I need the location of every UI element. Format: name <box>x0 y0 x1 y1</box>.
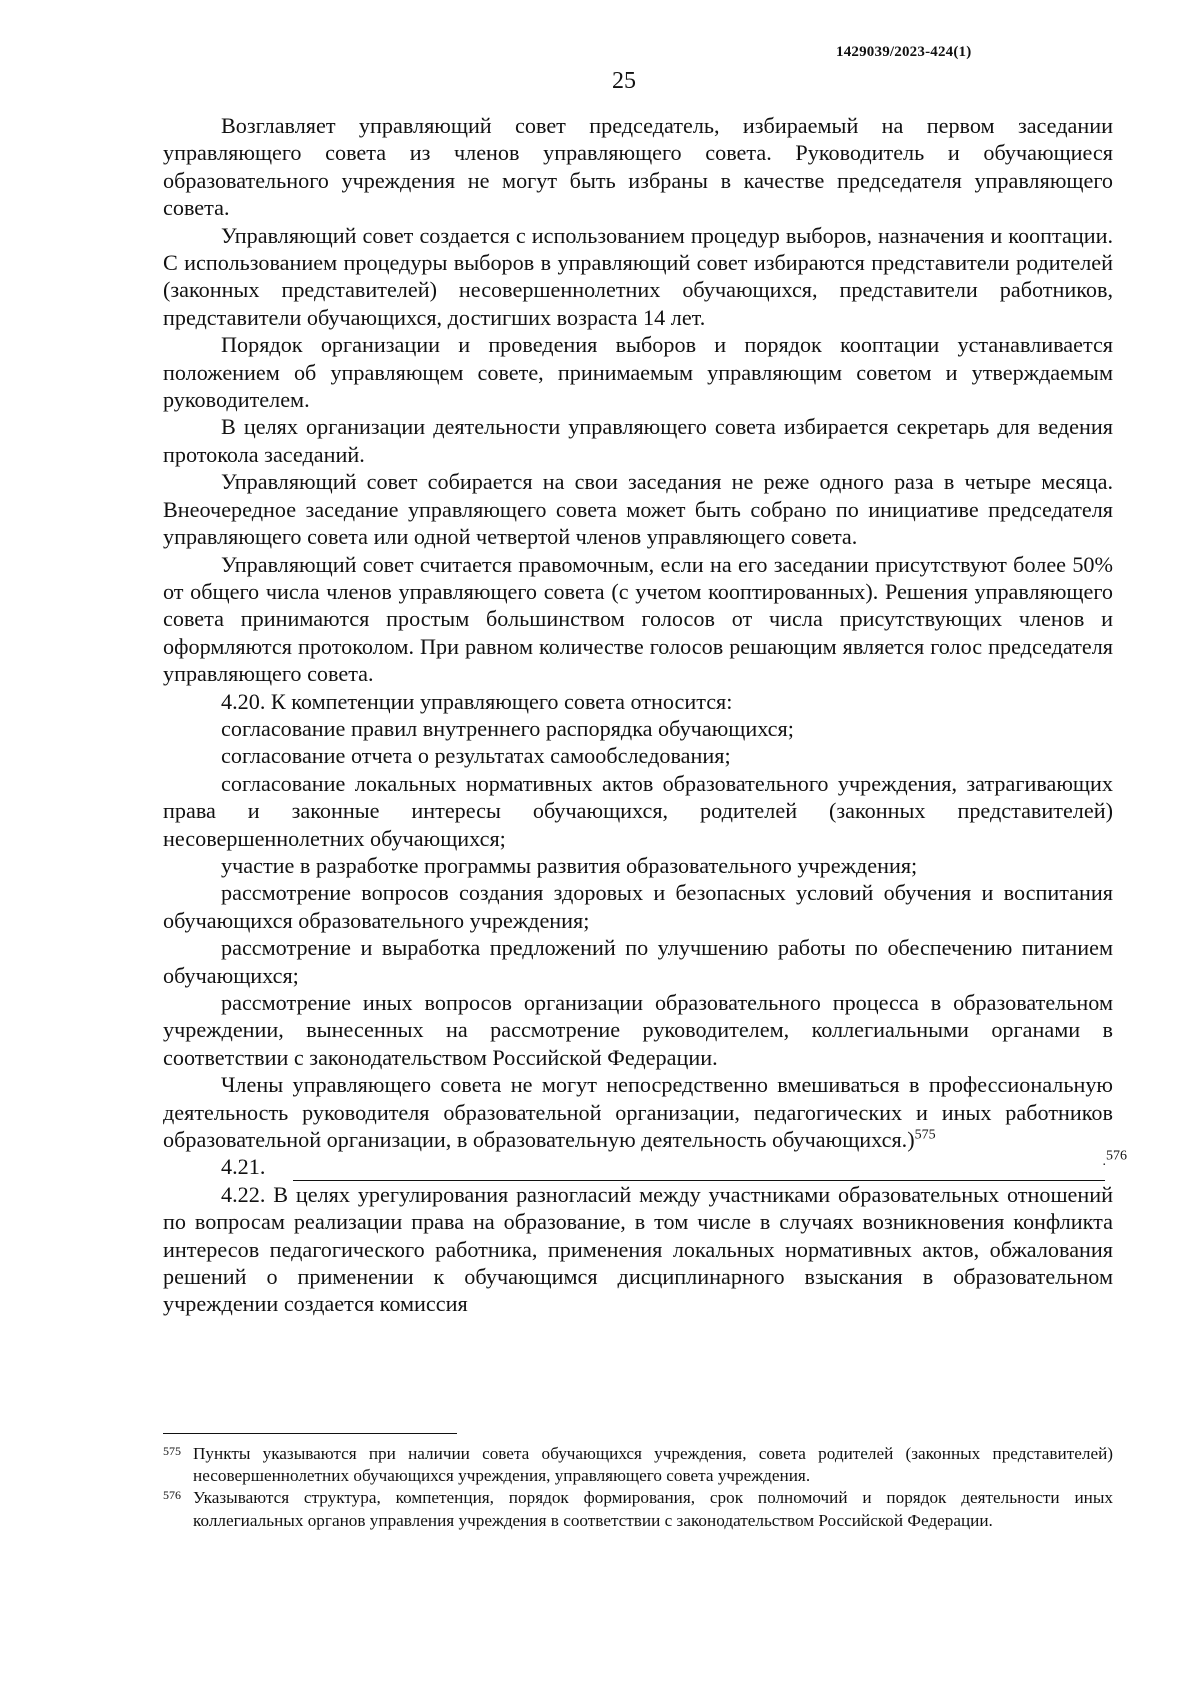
competence-item: участие в разработке программы развития образовательного учреждения; <box>221 852 918 878</box>
paragraph: Возглавляет управляющий совет председатель, избираемый на первом заседании управляющего совета из членов управляющего совета. Руководитель и обучающиеся образовательного учреждения не могут быть избраны в качестве председателя управляющего совета. <box>163 113 1113 221</box>
paragraph-with-footnote <box>163 1071 1113 1153</box>
document-number: 1429039/2023-424(1) <box>836 44 972 60</box>
competence-item: рассмотрение иных вопросов организации образовательного процесса в образовательном учреждении, вынесенных на рассмотрение руководителем, коллегиальными органами в соответствии с законодательством Российской Федерации. <box>163 990 1113 1070</box>
footnote-576 <box>163 1487 1113 1531</box>
item-4-21 <box>163 1148 1127 1180</box>
competence-item: рассмотрение вопросов создания здоровых и безопасных условий обучения и воспитания обучающихся образовательного учреждения; <box>163 880 1113 933</box>
footnote-number: 575 <box>163 1444 181 1458</box>
paragraph: Управляющий совет считается правомочным, если на его заседании присутствуют более 50% от общего числа членов управляющего совета (с учетом кооптированных). Решения управляющего совета принимаются простым большинством голосов от числа присутствующих членов и оформляются протоколом. При равном количестве голосов решающим является голос председателя управляющего совета. <box>163 551 1113 687</box>
competence-item: согласование правил внутреннего распорядка обучающихся; <box>221 715 794 741</box>
footnote-ref-576[interactable] <box>1103 1148 1128 1175</box>
footnote-text: Указываются структура, компетенция, порядок формирования, срок полномочий и порядок деятельности иных коллегиальных органов управления учреждения в соответствии с законодательством Российской Федерации. <box>193 1488 1113 1530</box>
footnote-number: 576 <box>163 1488 181 1503</box>
competence-item: согласование локальных нормативных актов образовательного учреждения, затрагивающих права и законные интересы обучающихся, родителей (законных представителей) несовершеннолетних обучающихся; <box>163 770 1113 851</box>
paragraph: Управляющий совет собирается на свои заседания не реже одного раза в четыре месяца. Внеочередное заседание управляющего совета может быть собрано по инициативе председателя управляющего совета или одной четвертой членов управляющего совета. <box>163 469 1113 550</box>
footnote-ref-576-number: 576 <box>1106 1148 1127 1164</box>
section-heading-4-20: 4.20. К компетенции управляющего совета относится: <box>221 688 733 714</box>
page-number: 25 <box>612 68 636 94</box>
document-body <box>163 112 1127 1318</box>
paragraph: В целях организации деятельности управляющего совета избирается секретарь для ведения протокола заседаний. <box>163 414 1113 467</box>
footnote-575 <box>163 1443 1113 1487</box>
footnotes <box>163 1443 1113 1532</box>
paragraph: Порядок организации и проведения выборов и порядок кооптации устанавливается положением об управляющем совете, принимаемым управляющим советом и утверждаемым руководителем. <box>163 332 1113 413</box>
competence-item: согласование отчета о результатах самообследования; <box>221 743 731 769</box>
section-4-22: 4.22. В целях урегулирования разногласий между участниками образовательных отношений по вопросам реализации права на образование, в том числе в случаях возникновения конфликта интересов педагогического работника, применения локальных нормативных актов, обжалования решений о применении к обучающимся дисциплинарного взыскания в образовательном учреждении создается комиссия <box>163 1181 1113 1317</box>
footnote-text: Пункты указываются при наличии совета обучающихся учреждения, совета родителей (законных представителей) несовершеннолетних обучающихся учреждения, управляющего совета учреждения. <box>193 1444 1113 1486</box>
competence-item: рассмотрение и выработка предложений по улучшению работы по обеспечению питанием обучающихся; <box>163 935 1113 988</box>
footnote-separator <box>163 1433 457 1434</box>
fill-in-blank <box>293 1148 1127 1181</box>
item-4-21-number: 4.21. <box>221 1154 266 1180</box>
blank-end-mark: . <box>1102 1153 1106 1169</box>
paragraph-text: Члены управляющего совета не могут непосредственно вмешиваться в профессиональную деятельность руководителя образовательной организации, педагогических и иных работников образовательной организации, в образовательную деятельность обучающихся.) <box>163 1072 1113 1153</box>
footnote-ref-575[interactable]: 575 <box>914 1127 936 1143</box>
paragraph: Управляющий совет создается с использованием процедур выборов, назначения и кооптации. С использованием процедуры выборов в управляющий совет избираются представители родителей (законных представителей) несовершеннолетних обучающихся, представители работников, представители обучающихся, достигших возраста 14 лет. <box>163 222 1113 330</box>
